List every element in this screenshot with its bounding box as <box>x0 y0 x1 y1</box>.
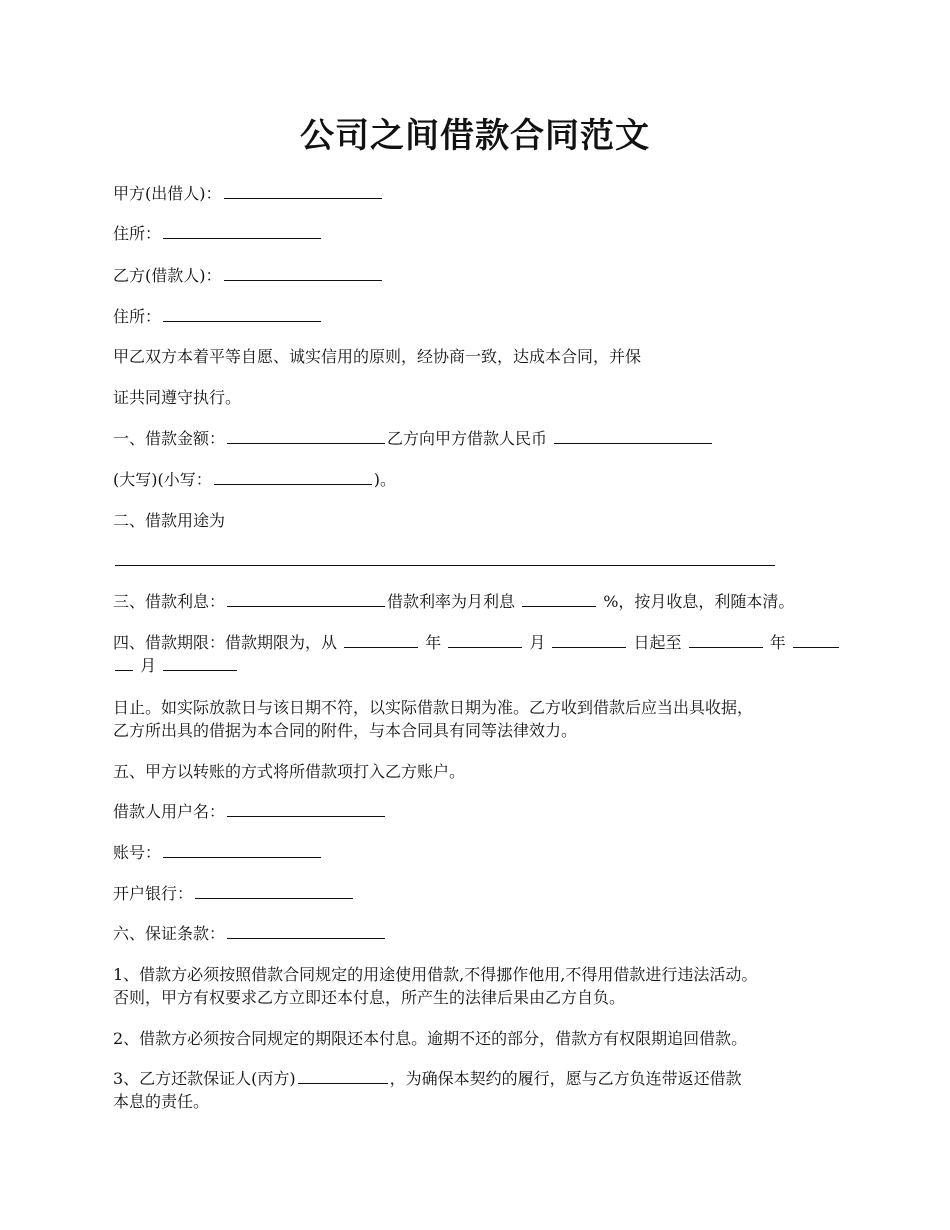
clause-4-label: 四、借款期限：借款期限为，从 <box>113 633 343 652</box>
clause-2: 二、借款用途为 <box>113 511 226 530</box>
clause-4-cont-1: 日止。如实际放款日与该日期不符，以实际借款日期为准。乙方收到借款后应当出具收据， <box>113 698 754 717</box>
guarantor-blank[interactable] <box>298 1067 388 1084</box>
rmb-amount-blank[interactable] <box>554 427 712 444</box>
purpose-blank[interactable] <box>115 549 775 566</box>
party-b-address-label: 住所： <box>113 307 162 326</box>
account-name-line <box>113 800 873 824</box>
item-1-line-1: 1、借款方必须按照借款合同规定的用途使用借款,不得挪作他用,不得用借款进行违法活动。 <box>113 965 758 984</box>
account-number-line <box>113 841 873 865</box>
loan-amount-blank[interactable] <box>227 427 385 444</box>
end-year-blank[interactable] <box>689 631 763 648</box>
clause-1-line <box>113 427 873 451</box>
clause-1-line-2 <box>113 468 873 492</box>
start-day-blank[interactable] <box>552 631 626 648</box>
account-name-label: 借款人用户名： <box>113 802 226 821</box>
clause-6-label: 六、保证条款： <box>113 924 226 943</box>
month-label: 月 <box>524 633 551 652</box>
preamble-line-1: 甲乙双方本着平等自愿、诚实信用的原则，经协商一致，达成本合同，并保 <box>113 347 642 366</box>
end-day-blank[interactable] <box>163 654 237 671</box>
party-b-line <box>113 264 873 288</box>
account-number-blank[interactable] <box>163 841 321 858</box>
end-month-blank-part-2[interactable] <box>115 654 133 671</box>
clause-3-mid: 借款利率为月利息 <box>387 592 521 611</box>
account-name-blank[interactable] <box>227 800 385 817</box>
clause-5: 五、甲方以转账的方式将所借款项打入乙方账户。 <box>113 762 466 781</box>
item-2: 2、借款方必须按合同规定的期限还本付息。逾期不还的部分，借款方有权限期追回借款。 <box>113 1029 748 1048</box>
clause-1-line2-suffix: )。 <box>373 470 396 489</box>
clause-3-label: 三、借款利息： <box>113 592 226 611</box>
clause-1-line2-prefix: (大写)(小写： <box>113 470 212 489</box>
purpose-line <box>113 549 873 573</box>
item-3-line-1 <box>113 1067 873 1091</box>
party-b-address-blank[interactable] <box>163 305 321 322</box>
clause-3-suffix: %，按月收息，利随本清。 <box>598 592 795 611</box>
clause-1-mid: 乙方向甲方借款人民币 <box>387 429 553 448</box>
item-3-suffix: ，为确保本契约的履行，愿与乙方负连带返还借款 <box>389 1069 742 1088</box>
item-3-line-2: 本息的责任。 <box>113 1092 210 1111</box>
start-year-blank[interactable] <box>344 631 418 648</box>
account-number-label: 账号： <box>113 843 162 862</box>
preamble-line-2: 证共同遵守执行。 <box>113 388 242 407</box>
monthly-rate-blank[interactable] <box>522 590 596 607</box>
bank-label: 开户银行： <box>113 884 194 903</box>
clause-4-line <box>113 631 873 655</box>
party-a-line <box>113 182 873 206</box>
clause-4-line-2 <box>113 654 873 678</box>
clause-4-cont-2: 乙方所出具的借据为本合同的附件，与本合同具有同等法律效力。 <box>113 721 578 740</box>
party-a-blank[interactable] <box>224 182 382 199</box>
month-label-2: 月 <box>135 656 162 675</box>
clause-6-line <box>113 922 873 946</box>
bank-blank[interactable] <box>195 882 353 899</box>
start-month-blank[interactable] <box>448 631 522 648</box>
clause-3-line <box>113 590 873 614</box>
year-label-2: 年 <box>764 633 791 652</box>
day-from-label: 日起至 <box>628 633 687 652</box>
page-title: 公司之间借款合同范文 <box>300 116 650 156</box>
party-b-address-line <box>113 305 873 329</box>
item-3-prefix: 3、乙方还款保证人(丙方) <box>113 1069 296 1088</box>
clause-1-label: 一、借款金额： <box>113 429 226 448</box>
party-a-address-blank[interactable] <box>163 222 321 239</box>
item-1-line-2: 否则，甲方有权要求乙方立即还本付息，所产生的法律后果由乙方自负。 <box>113 988 626 1007</box>
bank-line <box>113 882 873 906</box>
guarantee-blank[interactable] <box>227 922 385 939</box>
party-b-blank[interactable] <box>224 264 382 281</box>
interest-blank[interactable] <box>227 590 385 607</box>
end-month-blank-part-1[interactable] <box>793 631 839 648</box>
party-a-label: 甲方(出借人)： <box>113 184 222 203</box>
party-a-address-line <box>113 222 873 246</box>
year-label: 年 <box>420 633 447 652</box>
party-a-address-label: 住所： <box>113 224 162 243</box>
lowercase-amount-blank[interactable] <box>214 468 372 485</box>
party-b-label: 乙方(借款人)： <box>113 266 222 285</box>
